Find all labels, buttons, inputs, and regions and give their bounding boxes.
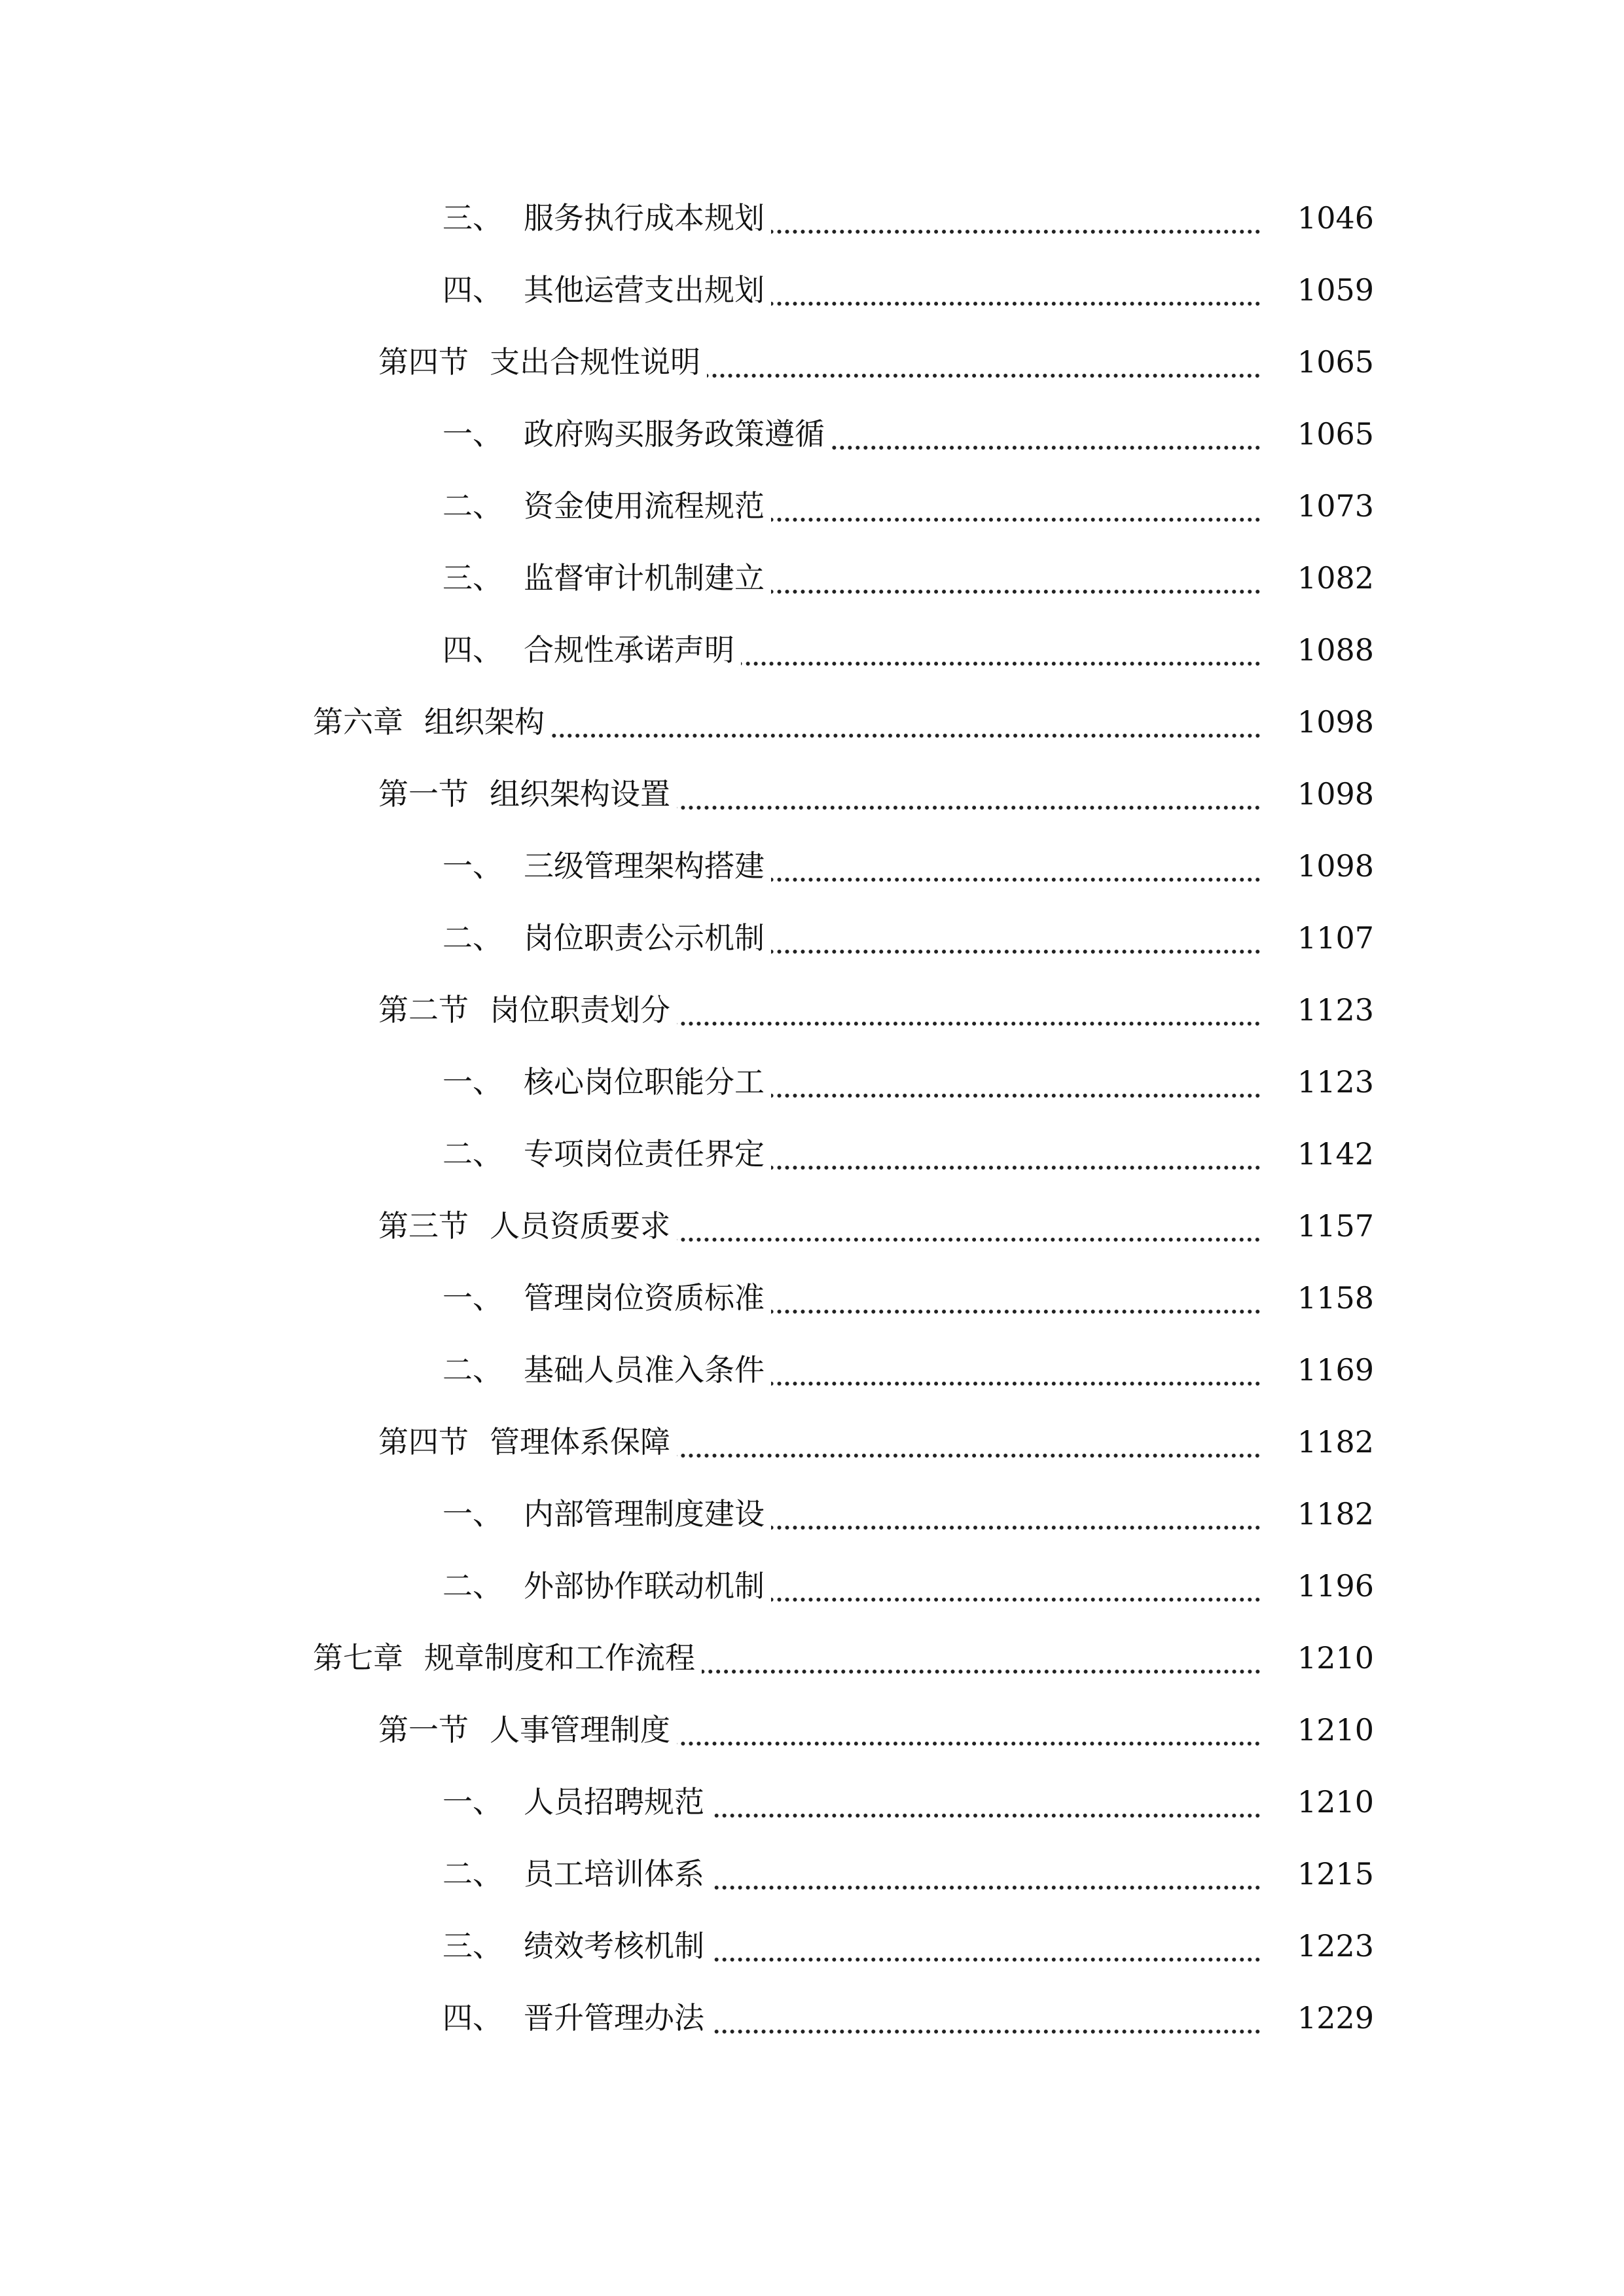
toc-entry-number: 三、 <box>442 1928 503 1964</box>
toc-entry-page: 1107 <box>1261 912 1374 964</box>
toc-entry[interactable] <box>0 480 1624 532</box>
toc-entry-number: 一、 <box>442 416 503 452</box>
toc-entry-title: 人员资质要求 <box>490 1208 670 1244</box>
toc-entry-title: 组织架构设置 <box>490 776 670 812</box>
toc-entry-title: 晋升管理办法 <box>524 2000 704 2036</box>
toc-entry-title: 服务执行成本规划 <box>524 200 765 236</box>
toc-entry[interactable] <box>0 1272 1624 1324</box>
toc-entry-title: 岗位职责公示机制 <box>524 920 765 956</box>
dot-leader <box>458 714 1323 738</box>
toc-entry[interactable] <box>0 696 1624 748</box>
toc-entry-number: 四、 <box>442 272 503 308</box>
toc-entry-page: 1098 <box>1261 840 1374 892</box>
toc-entry[interactable] <box>0 624 1624 676</box>
toc-entry-number: 一、 <box>442 848 503 884</box>
toc-entry[interactable] <box>0 336 1624 388</box>
toc-entry[interactable] <box>0 1056 1624 1108</box>
toc-entry[interactable] <box>0 768 1624 820</box>
toc-entry-title: 外部协作联动机制 <box>524 1568 765 1604</box>
toc-entry-number: 四、 <box>442 2000 503 2036</box>
toc-entry[interactable] <box>0 840 1624 892</box>
toc-entry-title: 政府购买服务政策遵循 <box>524 416 825 452</box>
toc-entry-page: 1098 <box>1261 696 1374 748</box>
toc-entry-page: 1065 <box>1261 408 1374 460</box>
toc-entry-number: 一、 <box>442 1064 503 1100</box>
toc-entry-page: 1073 <box>1261 480 1374 532</box>
toc-entry[interactable] <box>0 984 1624 1036</box>
toc-entry-page: 1082 <box>1261 552 1374 604</box>
toc-entry-number: 二、 <box>442 1136 503 1172</box>
toc-entry[interactable] <box>0 1776 1624 1828</box>
toc-entry-number: 第一节 <box>378 1712 469 1748</box>
toc-entry-number: 四、 <box>442 632 503 668</box>
toc-entry-title: 人员招聘规范 <box>524 1784 704 1820</box>
toc-entry-page: 1088 <box>1261 624 1374 676</box>
toc-entry-number: 二、 <box>442 1568 503 1604</box>
toc-entry-title: 三级管理架构搭建 <box>524 848 765 884</box>
toc-entry-number: 二、 <box>442 488 503 524</box>
toc-entry-number: 第二节 <box>378 992 469 1028</box>
toc-entry-title: 岗位职责划分 <box>490 992 670 1028</box>
toc-entry-page: 1169 <box>1261 1344 1374 1396</box>
toc-entry[interactable] <box>0 1704 1624 1756</box>
toc-entry-page: 1157 <box>1261 1200 1374 1252</box>
toc-entry[interactable] <box>0 1992 1624 2044</box>
toc-entry[interactable] <box>0 1488 1624 1540</box>
toc-entry-number: 三、 <box>442 560 503 596</box>
toc-entry-number: 第三节 <box>378 1208 469 1244</box>
toc-entry[interactable] <box>0 192 1624 244</box>
toc-entry-page: 1196 <box>1261 1560 1374 1612</box>
toc-entry-page: 1229 <box>1261 1992 1374 2044</box>
toc-entry-title: 管理体系保障 <box>490 1424 670 1460</box>
toc-entry-title: 专项岗位责任界定 <box>524 1136 765 1172</box>
toc-entry-page: 1210 <box>1261 1776 1374 1828</box>
toc-entry[interactable] <box>0 408 1624 460</box>
toc-entry-title: 组织架构 <box>424 704 545 740</box>
toc-entry-title: 资金使用流程规范 <box>524 488 765 524</box>
toc-entry[interactable] <box>0 1920 1624 1972</box>
toc-entry-page: 1210 <box>1261 1632 1374 1684</box>
toc-entry-page: 1065 <box>1261 336 1374 388</box>
toc-entry-number: 一、 <box>442 1496 503 1532</box>
toc-entry[interactable] <box>0 1128 1624 1180</box>
toc-entry-title: 员工培训体系 <box>524 1856 704 1892</box>
toc-entry-page: 1098 <box>1261 768 1374 820</box>
toc-entry-page: 1215 <box>1261 1848 1374 1900</box>
toc-entry[interactable] <box>0 912 1624 964</box>
toc-entry-page: 1182 <box>1261 1488 1374 1540</box>
toc-entry-number: 第四节 <box>378 1424 469 1460</box>
toc-entry-number: 一、 <box>442 1280 503 1316</box>
toc-entry-number: 第七章 <box>313 1640 403 1676</box>
toc-entry[interactable] <box>0 1416 1624 1468</box>
toc-entry-title: 其他运营支出规划 <box>524 272 765 308</box>
toc-entry[interactable] <box>0 1200 1624 1252</box>
toc-entry-page: 1046 <box>1261 192 1374 244</box>
toc-entry-title: 人事管理制度 <box>490 1712 670 1748</box>
toc-entry-title: 绩效考核机制 <box>524 1928 704 1964</box>
toc-entry-page: 1123 <box>1261 984 1374 1036</box>
toc-entry-number: 二、 <box>442 1352 503 1388</box>
toc-entry[interactable] <box>0 1560 1624 1612</box>
toc-entry-number: 第四节 <box>378 344 469 380</box>
toc-entry-page: 1123 <box>1261 1056 1374 1108</box>
toc-entry-page: 1142 <box>1261 1128 1374 1180</box>
toc-entry-title: 基础人员准入条件 <box>524 1352 765 1388</box>
toc-entry-title: 合规性承诺声明 <box>524 632 734 668</box>
toc-entry[interactable] <box>0 264 1624 316</box>
toc-entry[interactable] <box>0 1344 1624 1396</box>
toc-entry-title: 内部管理制度建设 <box>524 1496 765 1532</box>
toc-entry-number: 第一节 <box>378 776 469 812</box>
toc-entry-title: 监督审计机制建立 <box>524 560 765 596</box>
toc-entry-number: 二、 <box>442 1856 503 1892</box>
toc-entry-number: 第六章 <box>313 704 403 740</box>
toc-entry-page: 1182 <box>1261 1416 1374 1468</box>
toc-entry[interactable] <box>0 552 1624 604</box>
toc-entry-page: 1158 <box>1261 1272 1374 1324</box>
toc-entry[interactable] <box>0 1848 1624 1900</box>
toc-entry-title: 规章制度和工作流程 <box>424 1640 695 1676</box>
toc-entry-number: 二、 <box>442 920 503 956</box>
toc-entry-page: 1059 <box>1261 264 1374 316</box>
toc-entry-title: 核心岗位职能分工 <box>524 1064 765 1100</box>
toc-entry-page: 1223 <box>1261 1920 1374 1972</box>
toc-entry-title: 管理岗位资质标准 <box>524 1280 765 1316</box>
toc-entry-number: 三、 <box>442 200 503 236</box>
toc-entry-number: 一、 <box>442 1784 503 1820</box>
toc-entry-page: 1210 <box>1261 1704 1374 1756</box>
toc-entry-title: 支出合规性说明 <box>490 344 700 380</box>
toc-entry[interactable] <box>0 1632 1624 1684</box>
